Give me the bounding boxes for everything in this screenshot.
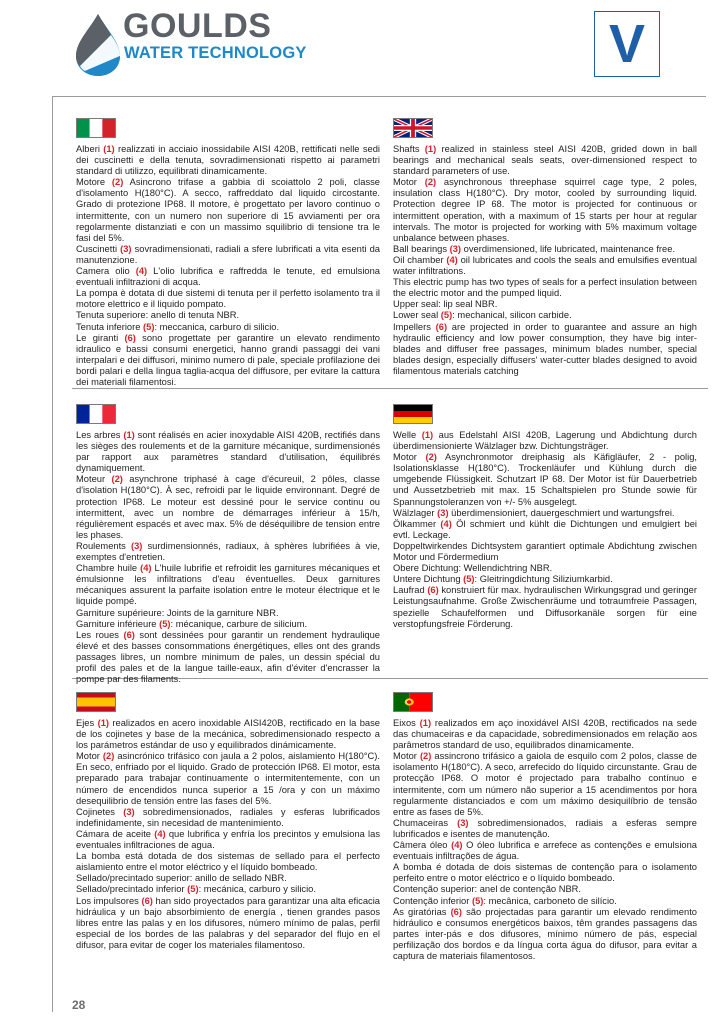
paragraph: A bomba é dotada de dois sistemas de contenção para o isolamento perfeito entre o motor eléctrico e o líquido bombeado. xyxy=(393,862,697,884)
paragraph: Chumaceiras (3) sobredimensionados, radiais a esferas sempre lubrificados e isentes de manutenção. xyxy=(393,817,697,839)
paragraph: Obere Dichtung: Wellendichtring NBR. xyxy=(393,563,553,574)
brand-name: GOULDS xyxy=(123,7,272,45)
paragraph: Sellado/precintado inferior (5): mecánica, carburo y silicio. xyxy=(76,884,316,895)
paragraph: Roulements (3) surdimensionnés, radiaux, à sphères lubrifiées à vie, exemptes d'entretien. xyxy=(76,540,380,563)
block-italian xyxy=(76,118,380,388)
paragraph: Welle (1) aus Edelstahl AISI 420B, Lagerung und Abdichtung durch überdimensionierte Wälzlager bzw. Dichtungsträger. xyxy=(393,430,697,452)
portugal-flag-icon xyxy=(393,692,433,712)
paragraph: Upper seal: lip seal NBR. xyxy=(393,299,498,310)
paragraph: Moteur (2) asynchrone triphasé à cage d'écureuil, 2 pôles, classe d'isolation H(180°C). À sec, refroidi par le liquide environnant. Degré de protection IP68. Le moteur est dessiné pour le service continu ou intermittent, avec un nombre de démarrages inférieur à 15/h, régulièrement espacés et avec max. 5% de déséquilibre de tension entre les phases. xyxy=(76,474,380,540)
paragraph: Contenção inferior (5): mecânica, carboneto de silício. xyxy=(393,895,617,906)
paragraph: Eixos (1) realizados em aço inoxidável AISI 420B, rectificados na sede das chumaceiras e da capacidade, sobredimensionados em relação aos parâmetros standard de uso, equilibrados dinamicamente. xyxy=(393,718,697,751)
paragraph: Motor (2) assincrono trifásico a gaiola de esquilo com 2 polos, classe de isolamento H(180°C). A seco, arrefecido do líquido circunstante. Grau de protecção IP68. O motor é projectado para trabalho contínuo e intermitente, com um número não superior a 15 acendimentos por hora regularmente distanciados e com um máximo desiquilíbrio de tensão entre as fases de 5%. xyxy=(393,751,698,817)
block-spanish xyxy=(76,692,380,951)
block-german xyxy=(393,404,697,630)
english-text xyxy=(393,144,697,377)
paragraph: Ölkammer (4) Öl schmiert und kühlt die Dichtungen und emulgiert bei evtl. Leckage. xyxy=(393,518,697,540)
france-flag-icon xyxy=(76,404,116,424)
paragraph: Los impulsores (6) han sido proyectados para garantizar una alta eficacia hidráulica y un bajo absorbimiento de energía , tienen grandes pasos libres entre las palas y en los difusores, número mínimo de palas, perfil especial de los bordes de las palabras y del separador del flujo en el difusor, para evitar de coger los materiales filamentoso. xyxy=(76,895,380,950)
paragraph: La bomba está dotada de dos sistemas de sellado para el perfecto aislamiento entre el motor eléctrico y el líquido bombeado. xyxy=(76,851,380,873)
block-english xyxy=(393,118,697,377)
block-french xyxy=(76,404,380,685)
paragraph: Ejes (1) realizados en acero inoxidable AISI420B, rectificado en la base de los cojinetes y base de la mecánica, sobredimensionado respecto a los parámetros estándar de uso y equilibrados dinámicamente. xyxy=(76,718,380,751)
paragraph: Sellado/precintado superior: anillo de sellado NBR. xyxy=(76,873,287,884)
paragraph: Camera olio (4) L'olio lubrifica e raffredda le tenute, ed emulsiona eventuali infiltrazioni di acqua. xyxy=(76,266,380,288)
paragraph: Oil chamber (4) oil lubricates and cools the seals and emulsifies eventual water infiltrations. xyxy=(393,254,697,277)
paragraph: Alberi (1) realizzati in acciaio inossidabile AISI 420B, rettificati nelle sedi dei cuscinetti e della tenuta, sovradimensionati rispetto ai parametri standard di utilizzo, equilibrati dinamicamente. xyxy=(76,144,380,177)
italy-flag-icon xyxy=(76,118,116,138)
paragraph: Motor (2) asynchronous threephase squirrel cage type, 2 poles, insulation class H(180°C). Dry motor, cooled by surrounding liquid. Protection degree IP 68. The motor is projected for continuous or intermittent operation, with a maximum of 15 starts per hour at regular intervals. The motor is projected for working with 5% maximum voltage unbalance between phases. xyxy=(393,177,698,243)
paragraph: Chambre huile (4) L'huile lubrifie et refroidit les garnitures mécaniques et émulsionne les infiltrations d'eau éventuelles. Deux garnitures mécaniques assurent la parfaite isolation entre le moteur électrique et le liquide pompé. xyxy=(76,563,380,607)
uk-flag-icon xyxy=(393,118,433,138)
paragraph: Les arbres (1) sont réalisés en acier inoxydable AISI 420B, rectifiés dans les sièges des roulements et de la garniture mécanique, surdimensionés par rapport aux paramètres standard d'utilisation, équilibrés dynamiquement. xyxy=(76,430,380,474)
paragraph: Ball bearings (3) overdimensioned, life lubricated, maintenance free. xyxy=(393,243,676,254)
paragraph: Cojinetes (3) sobredimensionados, radiales y esferas lubrificados indefinidamente, sin necesidad de mantenimiento. xyxy=(76,806,380,828)
portuguese-text xyxy=(393,718,697,962)
spain-flag-icon xyxy=(76,692,116,712)
paragraph: Motor (2) Asynchronmotor dreiphasig als Käfigläufer, 2 - polig, Isolationsklasse H(180°C). Trockenläufer und Kühlung durch die umgebende Flüssigkeit. Schutzart IP 68. Der Motor ist für Dauerbetrieb und Aussetzbetrieb mit max. 15 Schaltspielen pro Stunde sowie für Spannungstoleranzen von +/- 5% ausgelegt. xyxy=(393,452,698,507)
paragraph: Garniture supérieure: Joints de la garniture NBR. xyxy=(76,607,279,618)
goulds-logo-icon xyxy=(74,12,122,78)
paragraph: Wälzlager (3) überdimensioniert, dauergeschmiert und wartungsfrei. xyxy=(393,507,675,518)
spanish-text xyxy=(76,718,380,951)
section-letter-badge: V xyxy=(594,11,660,77)
paragraph: Cuscinetti (3) sovradimensionati, radiali a sfere lubrificati a vita esenti da manutenzione. xyxy=(76,243,380,265)
page-number: 28 xyxy=(72,998,86,1012)
french-text xyxy=(76,430,380,685)
paragraph: Impellers (6) are projected in order to guarantee and assure an high hydraulic efficiency and low power consumption, they have big inter-blades and diffuser free passages, minimum blades number, special blades design, especially diffusers' water-cutter blades designed to avoid filamentous materials catching xyxy=(393,321,697,376)
paragraph: Motore (2) Asincrono trifase a gabbia di scoiattolo 2 poli, classe d'isolamento H(180°C). A secco, raffreddato dal liquido circostante. Grado di protezione IP68. Il motore, è progettato per lavoro continuo o intermittente, con un numero non superiore di 15 avviamenti per ora regolarmente distanziati e con un massimo squilibrio di tensione tra le fasi del 5%. xyxy=(76,177,380,243)
paragraph: Tenuta inferiore (5): meccanica, carburo di silicio. xyxy=(76,321,280,332)
paragraph: Laufrad (6) konstruiert für max. hydraulischen Wirkungsgrad und geringer Leistungsaufnahme. Große Zwischenräume und totraumfreie Passagen, spezielle Schaufelformen und Diffusorkanäle sorgen für eine verstopfungsfreie Förderung. xyxy=(393,585,697,629)
paragraph: Untere Dichtung (5): Gleitringdichtung Siliziumkarbid. xyxy=(393,574,613,585)
paragraph: Motor (2) asincrónico trifásico con jaula a 2 polos, aislamiento H(180°C). En seco, enfriado por el liquido. Grado de protección IP68. El motor, esta preparado para trabajar continuamente o intermitentemente, con un número de encendidos nunca superior a 15 /ora y con un máximo desequilibrio de tensión entre las fases del 5%. xyxy=(76,751,380,806)
paragraph: La pompa è dotata di due sistemi di tenuta per il perfetto isolamento tra il motore elettrico e il liquido pompato. xyxy=(76,288,380,310)
german-text xyxy=(393,430,697,630)
paragraph: As giratórias (6) são projectadas para garantir um elevado rendimento hidráulico e consumos energéticos baixos, têm grandes passagens das partes inter-pás e dos difusores, mínimo número de pás, especial perfilização dos bordos e da língua corta água do difusor, para evitar a captura de materiais filamentosos. xyxy=(393,906,697,961)
paragraph: This electric pump has two types of seals for a perfect insulation between the electric motor and the pumped liquid. xyxy=(393,277,697,299)
paragraph: Câmera óleo (4) O óleo lubrifica e arrefece as contenções e emulsiona eventuais infiltrações de água. xyxy=(393,840,697,862)
divider-1 xyxy=(72,388,708,389)
paragraph: Le giranti (6) sono progettate per garantire un elevato rendimento idraulico e bassi consumi energetici, hanno grandi passaggi dei vani interpalari e dei diffusori, minimo numero di pale, speciale profilazione dei bordi palari e della lingua taglia-acqua del diffusore, per evitare la cattura dei materiali filamentosi. xyxy=(76,332,380,387)
paragraph: Garniture inférieure (5): mécanique, carbure de silicium. xyxy=(76,618,308,629)
paragraph: Lower seal (5): mechanical, silicon carbide. xyxy=(393,310,572,321)
italian-text xyxy=(76,144,380,388)
paragraph: Tenuta superiore: anello di tenuta NBR. xyxy=(76,310,240,321)
paragraph: Shafts (1) realized in stainless steel AISI 420B, grided down in ball bearings and mechanical seals seats, over-dimensioned respect to standard parameters of use. xyxy=(393,144,697,177)
block-portuguese xyxy=(393,692,697,962)
paragraph: Doppeltwirkendes Dichtsystem garantiert optimale Abdichtung zwischen Motor und Fördermedium xyxy=(393,540,697,563)
germany-flag-icon xyxy=(393,404,433,424)
paragraph: Les roues (6) sont dessinées pour garantir un rendement hydraulique élevé et des basses consommations énergétiques, elles ont des grands passages libres, un nombre minimum de pales, un dessin spécial du profil des pales et de la langue taille-eaux, afin d'éviter d'encrasser la pompe par des filaments. xyxy=(76,629,380,685)
paragraph: Cámara de aceite (4) que lubrifica y enfría los precintos y emulsiona las eventuales infiltraciones de agua. xyxy=(76,828,380,851)
paragraph: Contenção superior: anel de contenção NBR. xyxy=(393,884,582,895)
brand-subtitle: WATER TECHNOLOGY xyxy=(124,44,307,62)
